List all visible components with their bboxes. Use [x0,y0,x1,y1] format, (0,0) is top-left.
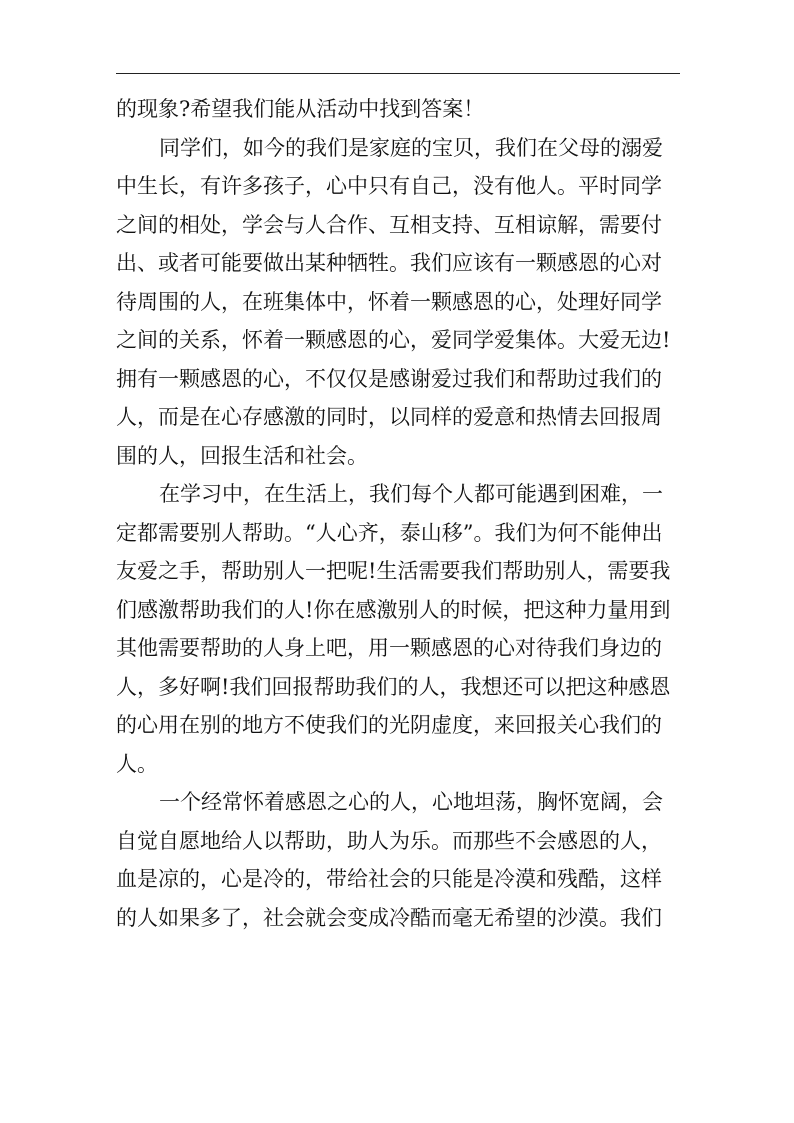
text-line: 人。 [116,751,158,776]
text-line: 出、或者可能要做出某种牺牲。我们应该有一颗感恩的心对 [116,251,662,275]
text-line: 的心用在别的地方不使我们的光阴虚度，来回报关心我们的 [116,713,662,737]
text-line: 的人如果多了，社会就会变成冷酷而毫无希望的沙漠。我们 [116,905,662,930]
text-line: 人，多好啊!我们回报帮助我们的人，我想还可以把这种感恩 [116,674,671,699]
text-line: 围的人，回报生活和社会。 [116,443,368,468]
text-line: 之间的相处，学会与人合作、互相支持、互相谅解，需要付 [116,212,662,237]
text-line: 们感激帮助我们的人!你在感激别人的时候，把这种力量用到 [116,597,671,622]
text-line: 中生长，有许多孩子，心中只有自己，没有他人。平时同学 [116,174,662,198]
document-body [116,90,696,937]
text-line: 定都需要别人帮助。“人心齐，泰山移”。我们为何不能伸出 [116,520,663,545]
text-line: 其他需要帮助的人身上吧，用一颗感恩的心对待我们身边的 [116,636,662,660]
header-rule [116,73,680,74]
text-line: 拥有一颗感恩的心，不仅仅是感谢爱过我们和帮助过我们的 [116,366,662,391]
text-line: 友爱之手，帮助别人一把呢!生活需要我们帮助别人，需要我 [116,559,671,583]
paragraph-start-line: 同学们，如今的我们是家庭的宝贝，我们在父母的溺爱 [159,135,663,160]
paragraph-start-line: 一个经常怀着感恩之心的人，心地坦荡，胸怀宽阔，会 [159,790,663,814]
text-line: 待周围的人，在班集体中，怀着一颗感恩的心，处理好同学 [116,289,662,314]
text-line: 之间的关系，怀着一颗感恩的心，爱同学爱集体。大爱无边! [116,328,671,352]
paragraph-start-line: 在学习中，在生活上，我们每个人都可能遇到困难，一 [159,482,663,506]
text-line: 血是凉的，心是冷的，带给社会的只能是冷漠和残酷，这样 [116,867,662,891]
text-line: 人，而是在心存感激的同时，以同样的爱意和热情去回报周 [116,405,662,429]
text-line: 自觉自愿地给人以帮助，助人为乐。而那些不会感恩的人， [116,828,662,853]
text-line: 的现象?希望我们能从活动中找到答案！ [116,97,485,121]
